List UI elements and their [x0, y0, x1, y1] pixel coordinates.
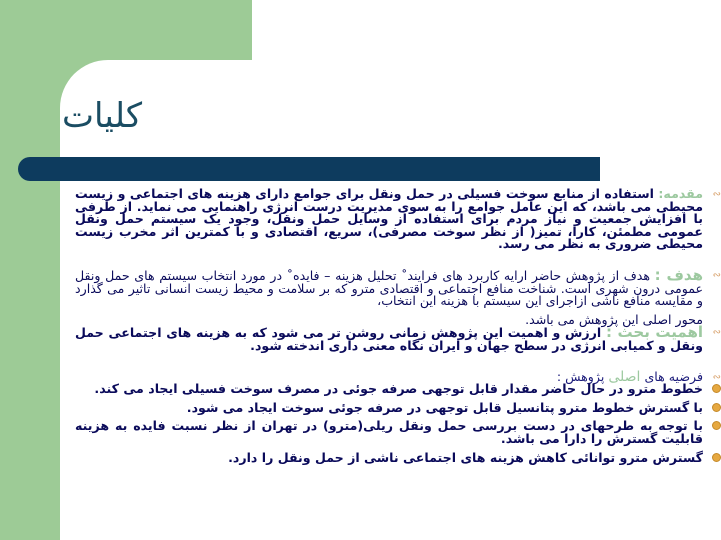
intro-paragraph: [75, 186, 721, 252]
goal-label: هدف :: [654, 265, 703, 284]
hypotheses-main-word: اصلی: [608, 368, 641, 385]
swirl-bullet-icon: ∾: [712, 327, 721, 339]
circle-bullet-icon: [712, 453, 721, 462]
swirl-bullet-icon: ∾: [712, 269, 721, 281]
circle-bullet-icon: [712, 403, 721, 412]
importance-text: ارزش و اهمیت این پژوهش زمانی روشن تر می شود که به هزینه های اجتماعی حمل ونقل و کمیابی انرژی در سطح جهان و ایران نگاه معنی داری اندخته شود.: [75, 325, 703, 353]
goal-text-2: محور اصلی این پژوهش می باشد.: [525, 311, 703, 327]
hypothesis-item: گسترش مترو توانائی کاهش هزینه های اجتماعی ناشی از حمل ونقل را دارد.: [75, 452, 703, 465]
hypothesis-item: خطوط مترو در حال حاضر مقدار قابل توجهی صرفه جوئی در مصرف سوخت فسیلی ایجاد می کند.: [75, 383, 703, 396]
goal-paragraph: [75, 265, 721, 309]
slide-content: [75, 186, 721, 465]
title-underline-bar: [18, 157, 600, 181]
goal-text: هدف از پژوهش حاضر ارایه کاربرد های فرایند˚ تحلیل هزینه – فایده˚ در مورد انتخاب سیستم های حمل ونقل عمومی درون شهری است. شناخت منافع اجتماعی و اقتصادی مترو که بر سلامت و محیط زیست انسانی تاثیر می گذارد و مقایسه منافع ناشی ازاجرای این سیستم با هزینه این انتخاب،: [75, 267, 703, 309]
hypotheses-heading: ∾ فرضیه های اصلی پژوهش :: [556, 368, 721, 385]
intro-label: مقدمه:: [658, 186, 703, 201]
hypothesis-item: با توجه به طرحهای در دست بررسی حمل ونقل ریلی(مترو) در تهران از نظر نسبت فایده به هزینه قابلیت گسترش را دارا می باشد.: [75, 420, 703, 445]
swirl-bullet-icon: ∾: [712, 371, 721, 383]
swirl-bullet-icon: ∾: [712, 189, 721, 200]
importance-label: اهمیت بحث :: [605, 323, 703, 342]
intro-text: استفاده از منابع سوخت فسیلی در حمل ونقل برای جوامع دارای هزینه های اجتماعی و زیست محیطی می باشد، که این عامل جوامع را به سوی مدیریت درست انرژی راهنمایی می نماید. از طرفی با افزایش جمعیت و نیاز مردم برای استفاده از وسایل حمل ونقل، وجود یک سیستم حمل ونقل عمومی مطمئن، کارا، تمیز( از نظر سوخت مصرفی)، سریع، اقتصادی و با کمترین اثر مخرب زیست محیطی ضروری به نظر می رسد.: [75, 186, 703, 252]
slide-title: کلیات: [62, 96, 143, 136]
importance-paragraph: [75, 323, 721, 353]
hypothesis-item: با گسترش خطوط مترو پتانسیل قابل توجهی در صرفه جوئی سوخت ایجاد می شود.: [75, 402, 703, 415]
